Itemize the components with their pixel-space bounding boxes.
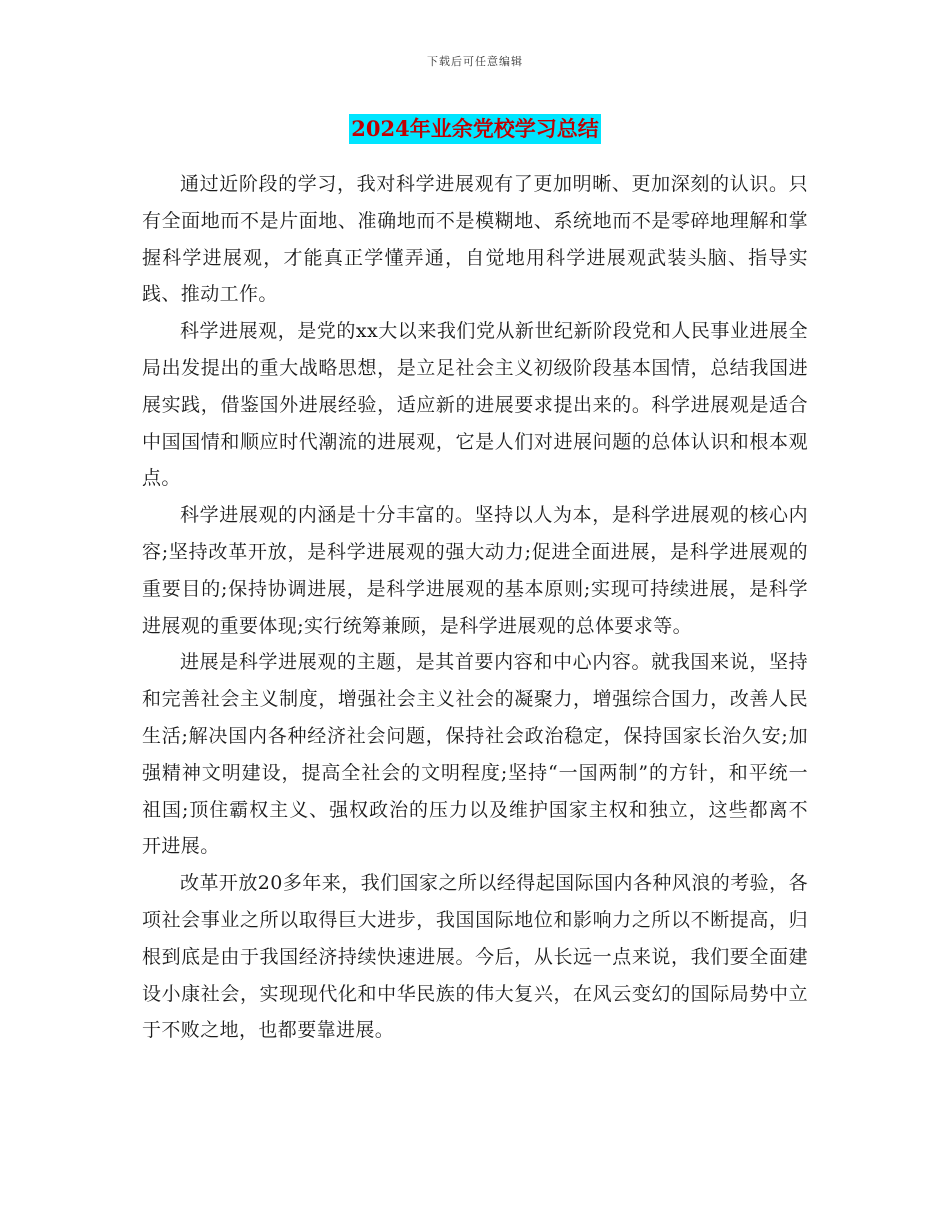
document-title: 2024年业余党校学习总结 — [349, 114, 600, 144]
document-body — [142, 166, 808, 1049]
paragraph-1: 通过近阶段的学习，我对科学进展观有了更加明晰、更加深刻的认识。只有全面地而不是片面地、准确地而不是模糊地、系统地而不是零碎地理解和掌握科学进展观，才能真正学懂弄通，自觉地用科学进展观武装头脑、指导实践、推动工作。 — [142, 173, 808, 306]
paragraph-4: 进展是科学进展观的主题，是其首要内容和中心内容。就我国来说，坚持和完善社会主义制度，增强社会主义社会的凝聚力，增强综合国力，改善人民生活;解决国内各种经济社会问题，保持社会政治稳定，保持国家长治久安;加强精神文明建设，提高全社会的文明程度;坚持“一国两制”的方针，和平统一祖国;顶住霸权主义、强权政治的压力以及维护国家主权和独立，这些都离不开进展。 — [142, 651, 808, 858]
page-header-note: 下载后可任意编辑 — [427, 55, 523, 68]
title-container — [0, 114, 950, 144]
paragraph-3: 科学进展观的内涵是十分丰富的。坚持以人为本，是科学进展观的核心内容;坚持改革开放，是科学进展观的强大动力;促进全面进展，是科学进展观的重要目的;保持协调进展，是科学进展观的基本原则;实现可持续进展，是科学进展观的重要体现;实行统筹兼顾，是科学进展观的总体要求等。 — [142, 504, 808, 637]
paragraph-5: 改革开放20多年来，我们国家之所以经得起国际国内各种风浪的考验，各项社会事业之所以取得巨大进步，我国国际地位和影响力之所以不断提高，归根到底是由于我国经济持续快速进展。今后，从长远一点来说，我们要全面建设小康社会，实现现代化和中华民族的伟大复兴，在风云变幻的国际局势中立于不败之地，也都要靠进展。 — [142, 872, 808, 1042]
paragraph-2: 科学进展观，是党的xx大以来我们党从新世纪新阶段党和人民事业进展全局出发提出的重大战略思想，是立足社会主义初级阶段基本国情，总结我国进展实践，借鉴国外进展经验，适应新的进展要求提出来的。科学进展观是适合中国国情和顺应时代潮流的进展观，它是人们对进展问题的总体认识和根本观点。 — [142, 320, 808, 490]
